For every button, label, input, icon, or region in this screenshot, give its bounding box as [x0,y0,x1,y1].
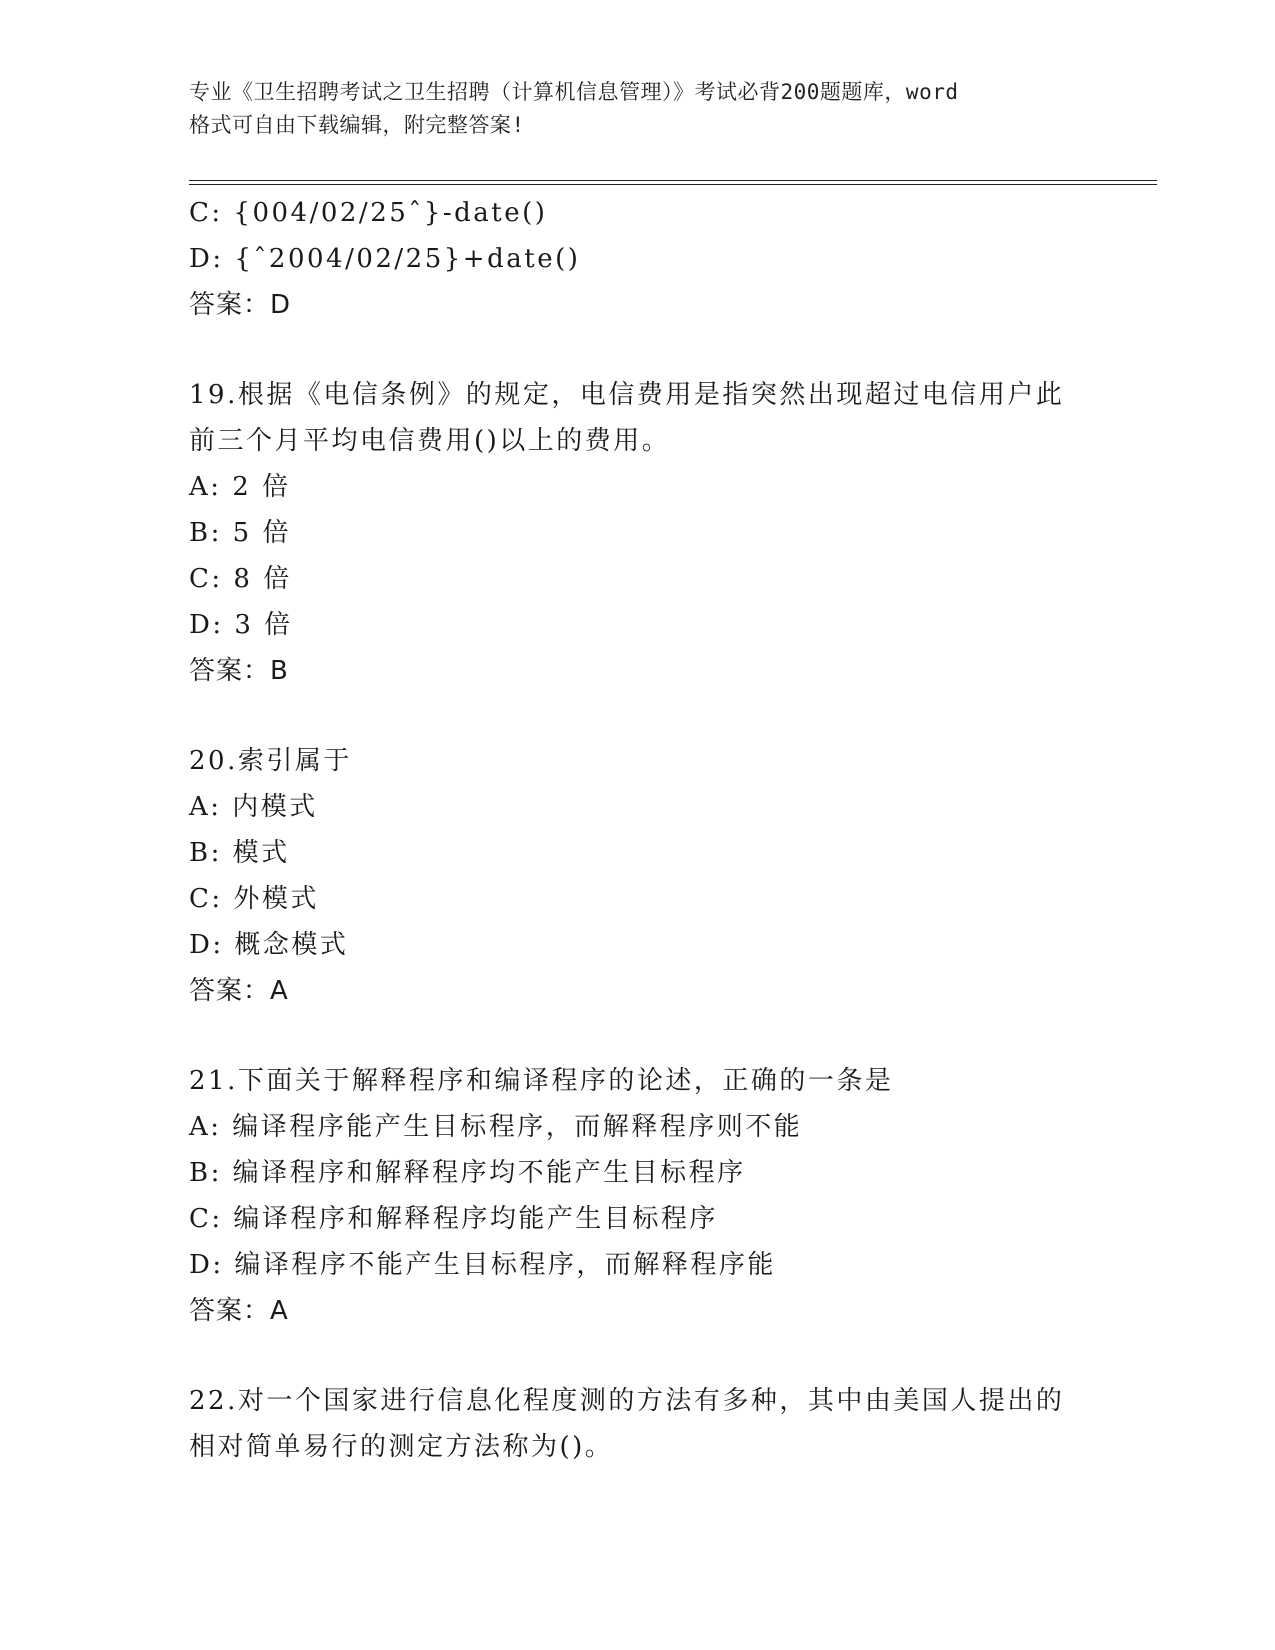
question-list [189,190,1129,1470]
question-text-cont: 前三个月平均电信费用()以上的费用。 [189,426,671,456]
question-text: 22.对一个国家进行信息化程度测的方法有多种，其中由美国人提出的 [189,1386,1065,1416]
answer-label: 答案：B [189,656,289,686]
option-d: D: 编译程序不能产生目标程序，而解释程序能 [189,1250,776,1280]
question-text: 20.索引属于 [189,746,352,776]
header-divider-top [189,180,1157,181]
option-b: B: 模式 [189,838,290,868]
question-text-cont: 相对简单易行的测定方法称为()。 [189,1432,614,1462]
header-line-1: 专业《卫生招聘考试之卫生招聘（计算机信息管理）》考试必背200题题库，word [189,80,959,104]
answer-label: 答案：A [189,976,289,1006]
option-c: C: 8 倍 [189,564,292,594]
option-b: B: 编译程序和解释程序均不能产生目标程序 [189,1158,746,1188]
option-a: A: 2 倍 [189,472,291,502]
question-text: 19.根据《电信条例》的规定，电信费用是指突然出现超过电信用户此 [189,380,1065,410]
option-b: B: 5 倍 [189,518,291,548]
question-18-tail [189,190,1129,328]
option-d: D: {ˆ2004/02/25}+date() [189,244,581,274]
option-a: A: 内模式 [189,792,318,822]
spacer [189,1334,1129,1378]
question-22 [189,1378,1129,1470]
header-line-2: 格式可自由下载编辑，附完整答案! [189,113,525,137]
option-c: C: 外模式 [189,884,319,914]
option-a: A: 编译程序能产生目标程序，而解释程序则不能 [189,1112,803,1142]
option-c: C: {004/02/25ˆ}-date() [189,198,548,228]
option-c: C: 编译程序和解释程序均能产生目标程序 [189,1204,718,1234]
option-d: D: 概念模式 [189,930,349,960]
document-header [189,76,1089,142]
question-19 [189,372,1129,694]
header-divider-bottom [189,184,1157,185]
question-text: 21.下面关于解释程序和编译程序的论述，正确的一条是 [189,1066,894,1096]
answer-label: 答案：D [189,290,292,320]
answer-label: 答案：A [189,1296,289,1326]
option-d: D: 3 倍 [189,610,293,640]
question-21 [189,1058,1129,1334]
spacer [189,694,1129,738]
spacer [189,1014,1129,1058]
spacer [189,328,1129,372]
question-20 [189,738,1129,1014]
